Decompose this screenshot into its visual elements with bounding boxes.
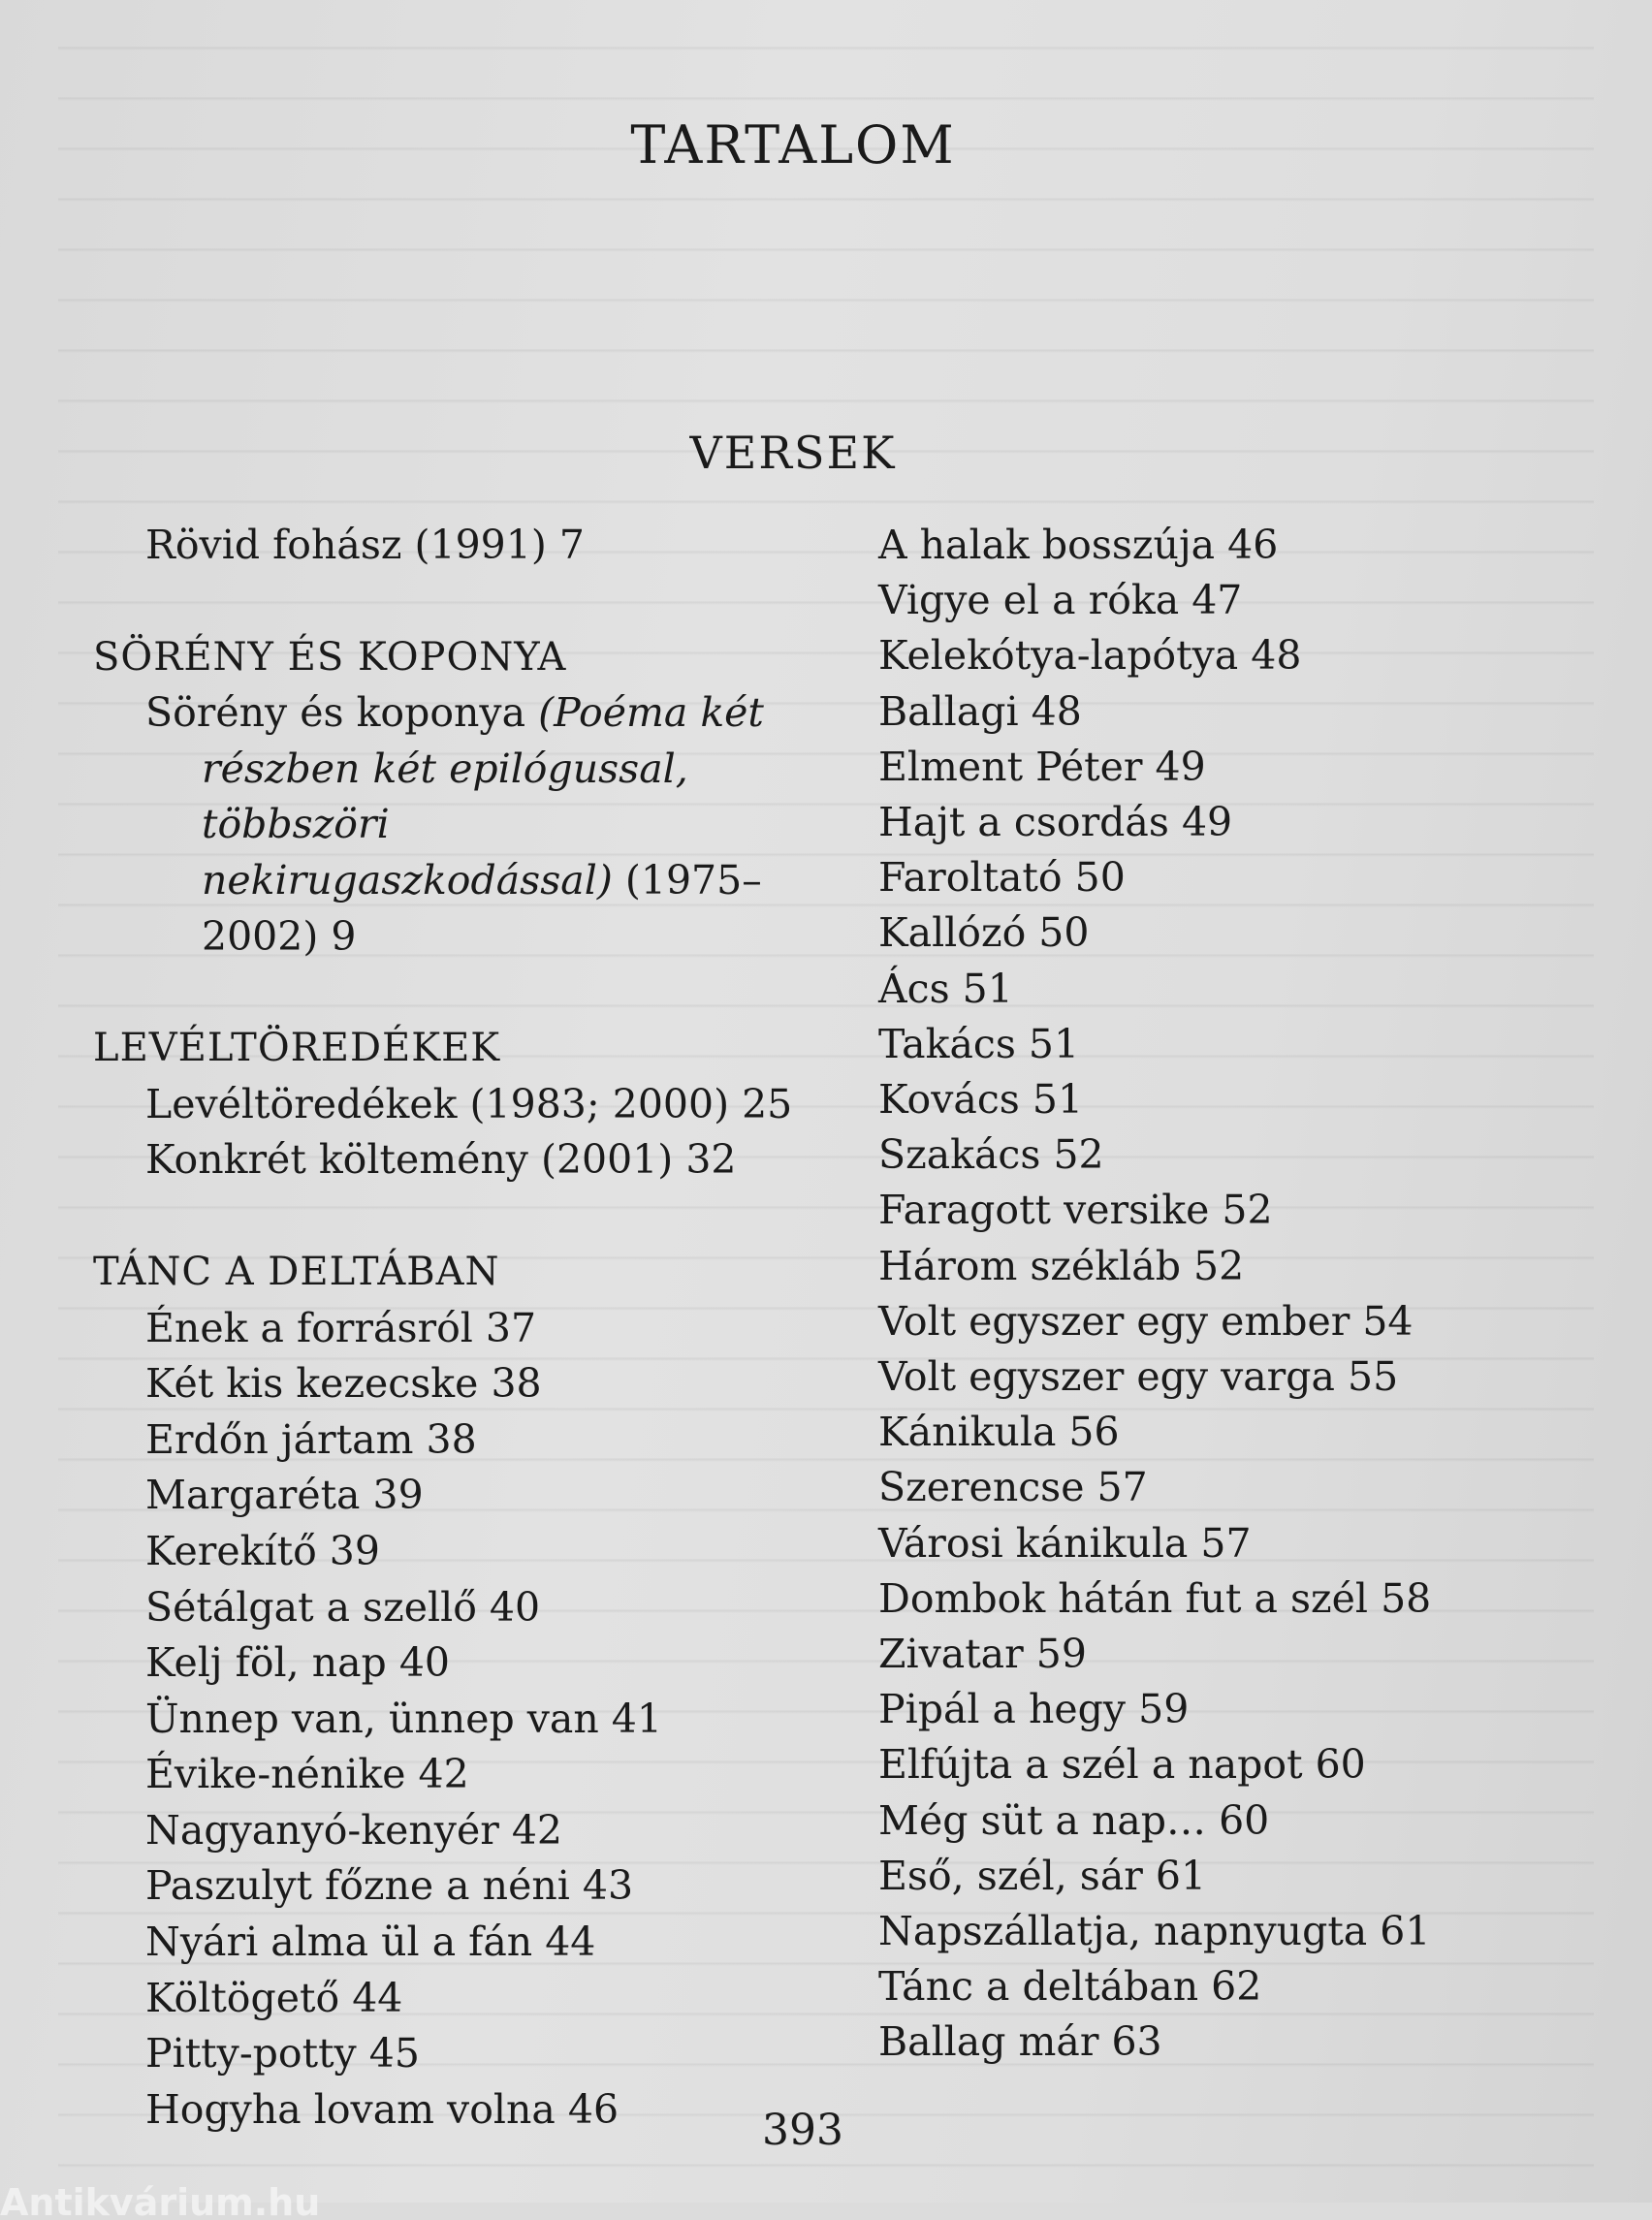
- toc-entry: Hajt a csordás 49: [878, 799, 1233, 846]
- toc-entry: Zivatar 59: [878, 1631, 1087, 1678]
- page-number: 393: [762, 2106, 843, 2155]
- toc-entry: Pitty-potty 45: [145, 2030, 420, 2077]
- group-title: LEVÉLTÖREDÉKEK: [93, 1026, 501, 1071]
- toc-entry: Nagyanyó-kenyér 42: [145, 1806, 563, 1854]
- toc-entry: Eső, szél, sár 61: [878, 1852, 1207, 1899]
- toc-entry: Kelekótya-lapótya 48: [878, 632, 1302, 680]
- group-title: TÁNC A DELTÁBAN: [93, 1249, 500, 1294]
- toc-entry: Hogyha lovam volna 46: [145, 2085, 620, 2133]
- toc-entry: Rövid fohász (1991) 7: [145, 522, 585, 568]
- toc-entry: Faroltató 50: [878, 854, 1126, 902]
- toc-entry: Vigye el a róka 47: [878, 577, 1243, 624]
- toc-entry: Takács 51: [878, 1020, 1080, 1067]
- toc-entry: Évike-nénike 42: [145, 1751, 469, 1798]
- toc-entry: Szerencse 57: [878, 1464, 1148, 1511]
- toc-entry: Kánikula 56: [878, 1409, 1120, 1456]
- group-title: SÖRÉNY ÉS KOPONYA: [93, 634, 567, 680]
- toc-entry: Városi kánikula 57: [878, 1519, 1252, 1567]
- toc-entry: Tánc a deltában 62: [878, 1963, 1262, 2011]
- toc-entry: Kelj föl, nap 40: [145, 1639, 450, 1687]
- toc-entry: Két kis kezecske 38: [145, 1360, 542, 1408]
- toc-entry: A halak bosszúja 46: [878, 522, 1279, 568]
- toc-entry: Elment Péter 49: [878, 743, 1206, 790]
- entry-years-page: (1975–2002) 9: [202, 856, 762, 960]
- watermark: Antikvárium.hu: [0, 2181, 321, 2220]
- toc-entry: Ballag már 63: [878, 2018, 1162, 2066]
- toc-entry: Kallózó 50: [878, 909, 1090, 957]
- toc-entry: Kerekítő 39: [145, 1527, 380, 1574]
- toc-entry: Paszulyt főzne a néni 43: [145, 1862, 634, 1910]
- toc-entry: Pipál a hegy 59: [878, 1686, 1190, 1733]
- toc-entry: Margaréta 39: [145, 1472, 424, 1519]
- toc-entry: Erdőn jártam 38: [145, 1415, 477, 1463]
- toc-entry: Napszállatja, napnyugta 61: [878, 1908, 1431, 1955]
- toc-entry: Faragott versike 52: [878, 1187, 1273, 1234]
- toc-entry: Költögető 44: [145, 1974, 403, 2021]
- section-title: VERSEK: [689, 427, 897, 479]
- toc-entry: Levéltöredékek (1983; 2000) 25: [145, 1080, 793, 1127]
- toc-entry: Ünnep van, ünnep van 41: [145, 1695, 662, 1742]
- toc-entry: Volt egyszer egy ember 54: [878, 1297, 1414, 1345]
- toc-group-tanc: [93, 1245, 810, 2139]
- toc-entry: Volt egyszer egy varga 55: [878, 1353, 1399, 1401]
- toc-entry: Ács 51: [878, 965, 1013, 1012]
- entry-subtitle: (Poéma két részben két epilógussal, többszöri nekirugaszkodással): [202, 689, 764, 904]
- toc-entry: Ének a forrásról 37: [145, 1304, 537, 1351]
- toc-entry: Még süt a nap… 60: [878, 1796, 1270, 1844]
- toc-entry: Konkrét költemény (2001) 32: [145, 1136, 737, 1184]
- toc-entry: Szakács 52: [878, 1131, 1104, 1179]
- toc-entry: Dombok hátán fut a szél 58: [878, 1574, 1432, 1622]
- toc-group-sereny: [93, 630, 810, 966]
- toc-entry-sereny: [93, 685, 810, 965]
- left-column: [93, 518, 810, 2194]
- toc-entry: Nyári alma ül a fán 44: [145, 1919, 596, 1966]
- right-column: [878, 518, 1615, 2071]
- toc-entry: Elfújta a szél a napot 60: [878, 1741, 1366, 1789]
- page-title: TARTALOM: [630, 114, 956, 175]
- toc-group-leveltoredekek: [93, 1021, 810, 1189]
- toc-entry: Kovács 51: [878, 1076, 1084, 1124]
- toc-entry: Három székláb 52: [878, 1242, 1245, 1289]
- toc-entry: Sétálgat a szellő 40: [145, 1583, 541, 1631]
- entry-title: Sörény és koponya: [145, 689, 526, 737]
- toc-entry: Ballagi 48: [878, 687, 1082, 735]
